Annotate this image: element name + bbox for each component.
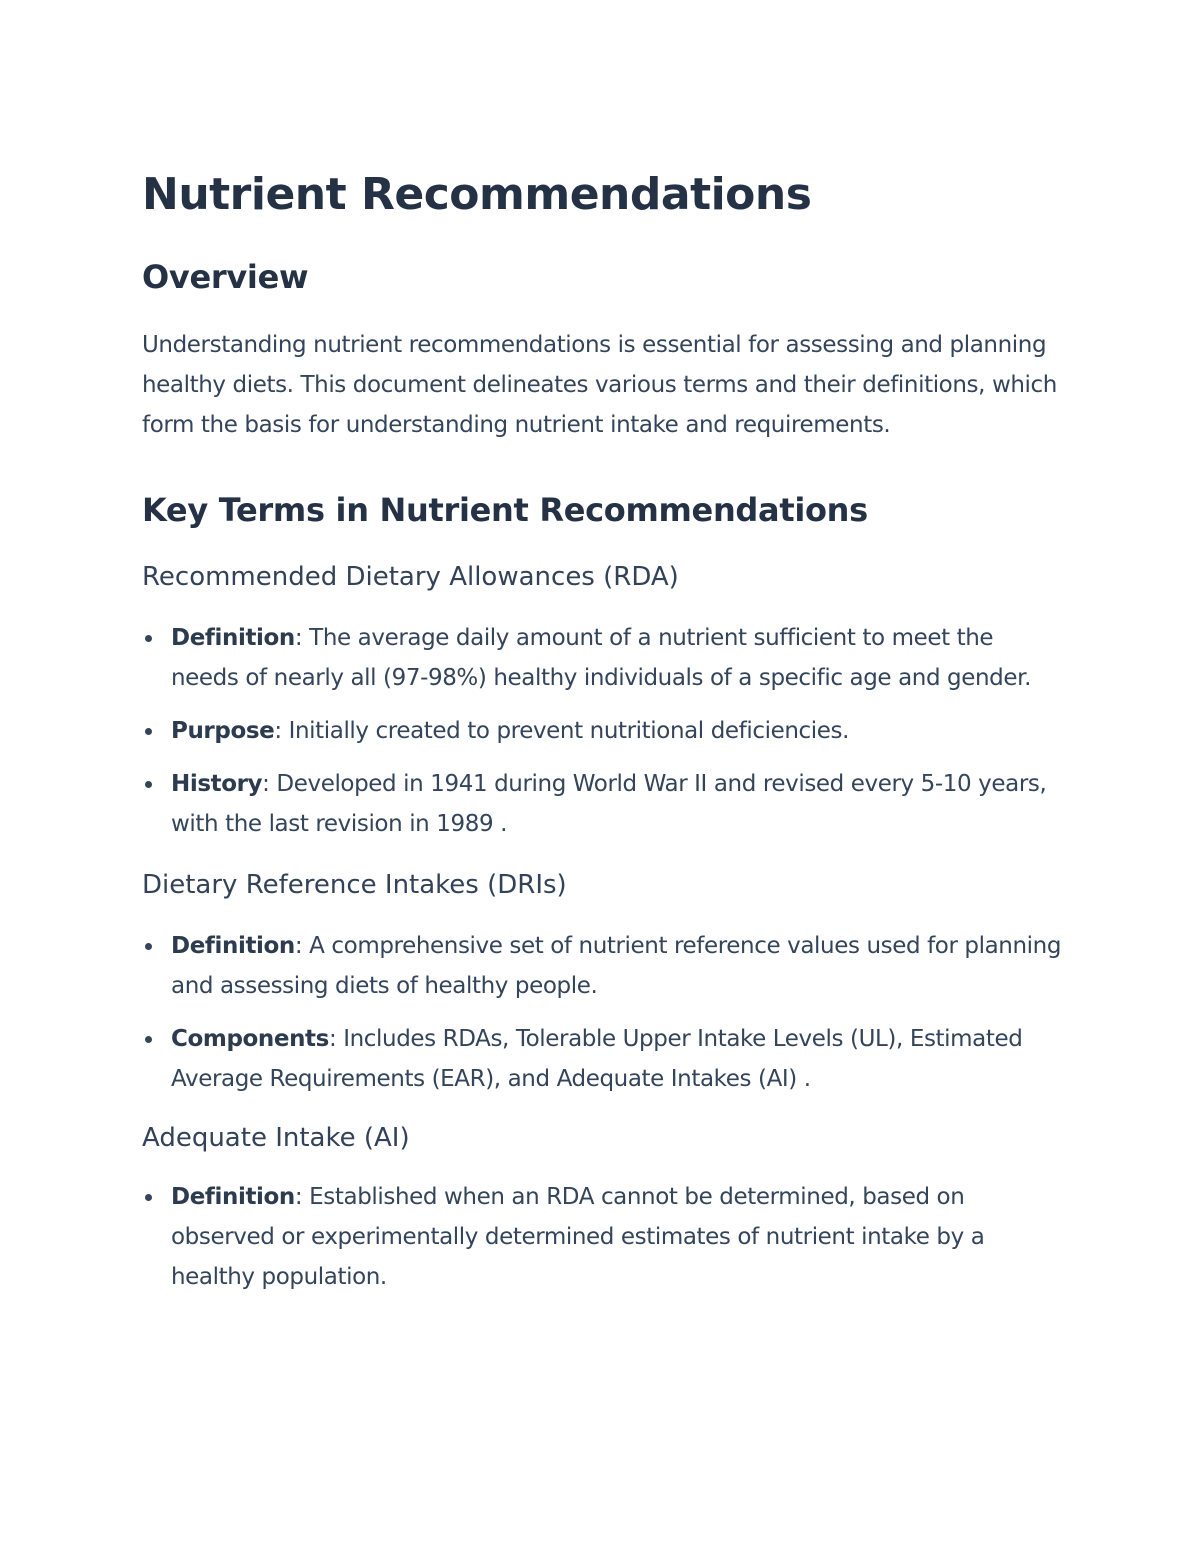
ai-list	[142, 1177, 1062, 1297]
dri-list	[142, 926, 1062, 1099]
page-title: Nutrient Recommendations	[142, 169, 812, 220]
term-text: A comprehensive set of nutrient reference values used for planning and assessing diets of healthy people.	[171, 933, 1062, 999]
term-text: The average daily amount of a nutrient sufficient to meet the needs of nearly all (97-98%) healthy individuals of a specific age and gender.	[171, 625, 1031, 691]
overview-paragraph: Understanding nutrient recommendations is essential for assessing and planning healthy diets. This document delineates various terms and their definitions, which form the basis for understanding nutrient intake and requirements.	[142, 332, 1057, 438]
term-separator: :	[274, 718, 289, 744]
term-label: Definition	[171, 625, 295, 651]
bullet-icon	[145, 728, 152, 735]
term-text: Initially created to prevent nutritional deficiencies.	[288, 718, 849, 744]
list-item	[142, 1177, 1062, 1297]
term-label: History	[171, 771, 263, 797]
dri-heading: Dietary Reference Intakes (DRIs)	[142, 870, 567, 900]
overview-heading: Overview	[142, 258, 309, 296]
term-label: Definition	[171, 933, 295, 959]
rda-list	[142, 618, 1062, 844]
term-label: Definition	[171, 1184, 295, 1210]
term-separator: :	[294, 625, 310, 651]
list-item	[142, 764, 1062, 844]
rda-heading: Recommended Dietary Allowances (RDA)	[142, 562, 679, 592]
term-label: Purpose	[171, 718, 275, 744]
list-item	[142, 926, 1062, 1006]
term-label: Components	[171, 1026, 329, 1052]
term-text: Includes RDAs, Tolerable Upper Intake Levels (UL), Estimated Average Requirements (EAR), and Adequate Intakes (AI) .	[171, 1026, 1023, 1092]
bullet-icon	[145, 781, 152, 788]
bullet-icon	[145, 635, 152, 642]
bullet-icon	[145, 1036, 152, 1043]
document-page	[142, 168, 1062, 1310]
ai-heading: Adequate Intake (AI)	[142, 1123, 410, 1153]
term-separator: :	[328, 1026, 344, 1052]
list-item	[142, 618, 1062, 698]
bullet-icon	[145, 943, 152, 950]
term-separator: :	[294, 933, 310, 959]
term-text: Established when an RDA cannot be determined, based on observed or experimentally determined estimates of nutrient intake by a healthy population.	[171, 1184, 985, 1290]
list-item	[142, 1019, 1062, 1099]
key-terms-heading: Key Terms in Nutrient Recommendations	[142, 491, 868, 529]
term-separator: :	[294, 1184, 310, 1210]
bullet-icon	[145, 1194, 152, 1201]
term-text: Developed in 1941 during World War II and revised every 5-10 years, with the last revision in 1989 .	[171, 771, 1047, 837]
term-separator: :	[262, 771, 277, 797]
list-item	[142, 711, 1062, 751]
